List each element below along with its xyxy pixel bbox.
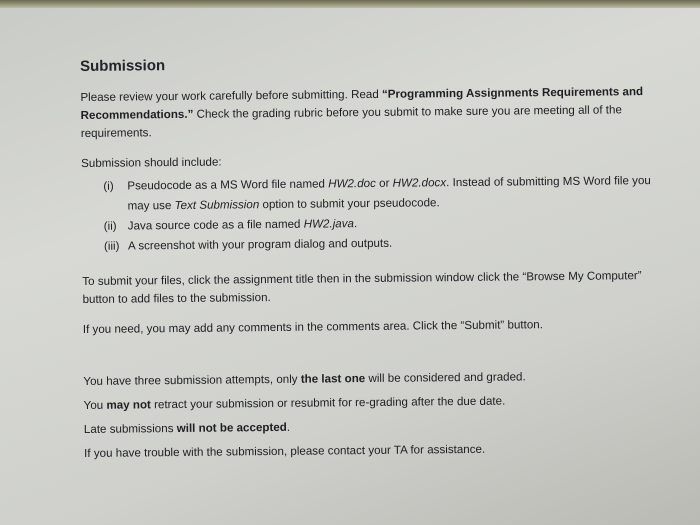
note-text: retract your submission or resubmit for re-grading after the due date. [150,394,506,412]
item-text: option to submit your pseudocode. [259,196,440,212]
text-submission-option: Text Submission [174,198,260,213]
note-text: will be considered and graded. [365,370,526,386]
item-text: . [353,217,358,231]
item-text: Pseudocode as a MS Word file named [127,177,329,193]
note-text: You have three submission attempts, only [83,372,301,388]
list-item-number: (iii) [103,239,120,253]
page-title: Submission [80,57,166,75]
late-note [84,415,659,439]
note-emphasis: the last one [300,372,366,386]
comments-note: If you need, you may add any comments in the comments area. Click the “Submit” button. [82,318,543,336]
item-text: Java source code as a file named [127,217,304,233]
filename-java: HW2.java [303,217,355,231]
list-item-text: A screenshot with your program dialog and outputs. [127,236,393,253]
include-heading: Submission should include: [81,155,222,170]
list-item [103,171,656,217]
monitor-bezel [0,0,700,8]
filename-docx: HW2.docx [392,176,447,190]
note-emphasis: may not [106,398,151,412]
submission-items-list [81,171,657,257]
list-item-text [127,171,656,217]
submission-document [80,52,659,469]
filename-doc: HW2.doc [328,176,376,191]
intro-paragraph [80,83,656,143]
note-text: . [286,420,291,434]
trouble-note: If you have trouble with the submission, please contact your TA for assistance. [84,442,486,460]
note-text: You [83,398,107,412]
item-text: . Instead of submitting MS Word file you may use [127,174,651,213]
intro-text-2: Check the grading rubric before you submit to make sure you are meeting all of the requirements. [80,103,622,140]
retract-note [84,391,659,415]
note-text: Late submissions [83,422,177,436]
list-item-number: (ii) [103,219,117,233]
submit-instructions: To submit your files, click the assignment title then in the submission window click the “Browse My Computer” button to add files to the submission. [82,269,642,306]
intro-text-1: Please review your work carefully before submitting. Read [80,87,383,104]
note-emphasis: will not be accepted [176,420,287,436]
intro-requirements-title: “Programming Assignments Requirements and Recommendations.” [80,85,644,122]
item-text: or [375,176,393,190]
list-item-number: (i) [103,179,114,193]
